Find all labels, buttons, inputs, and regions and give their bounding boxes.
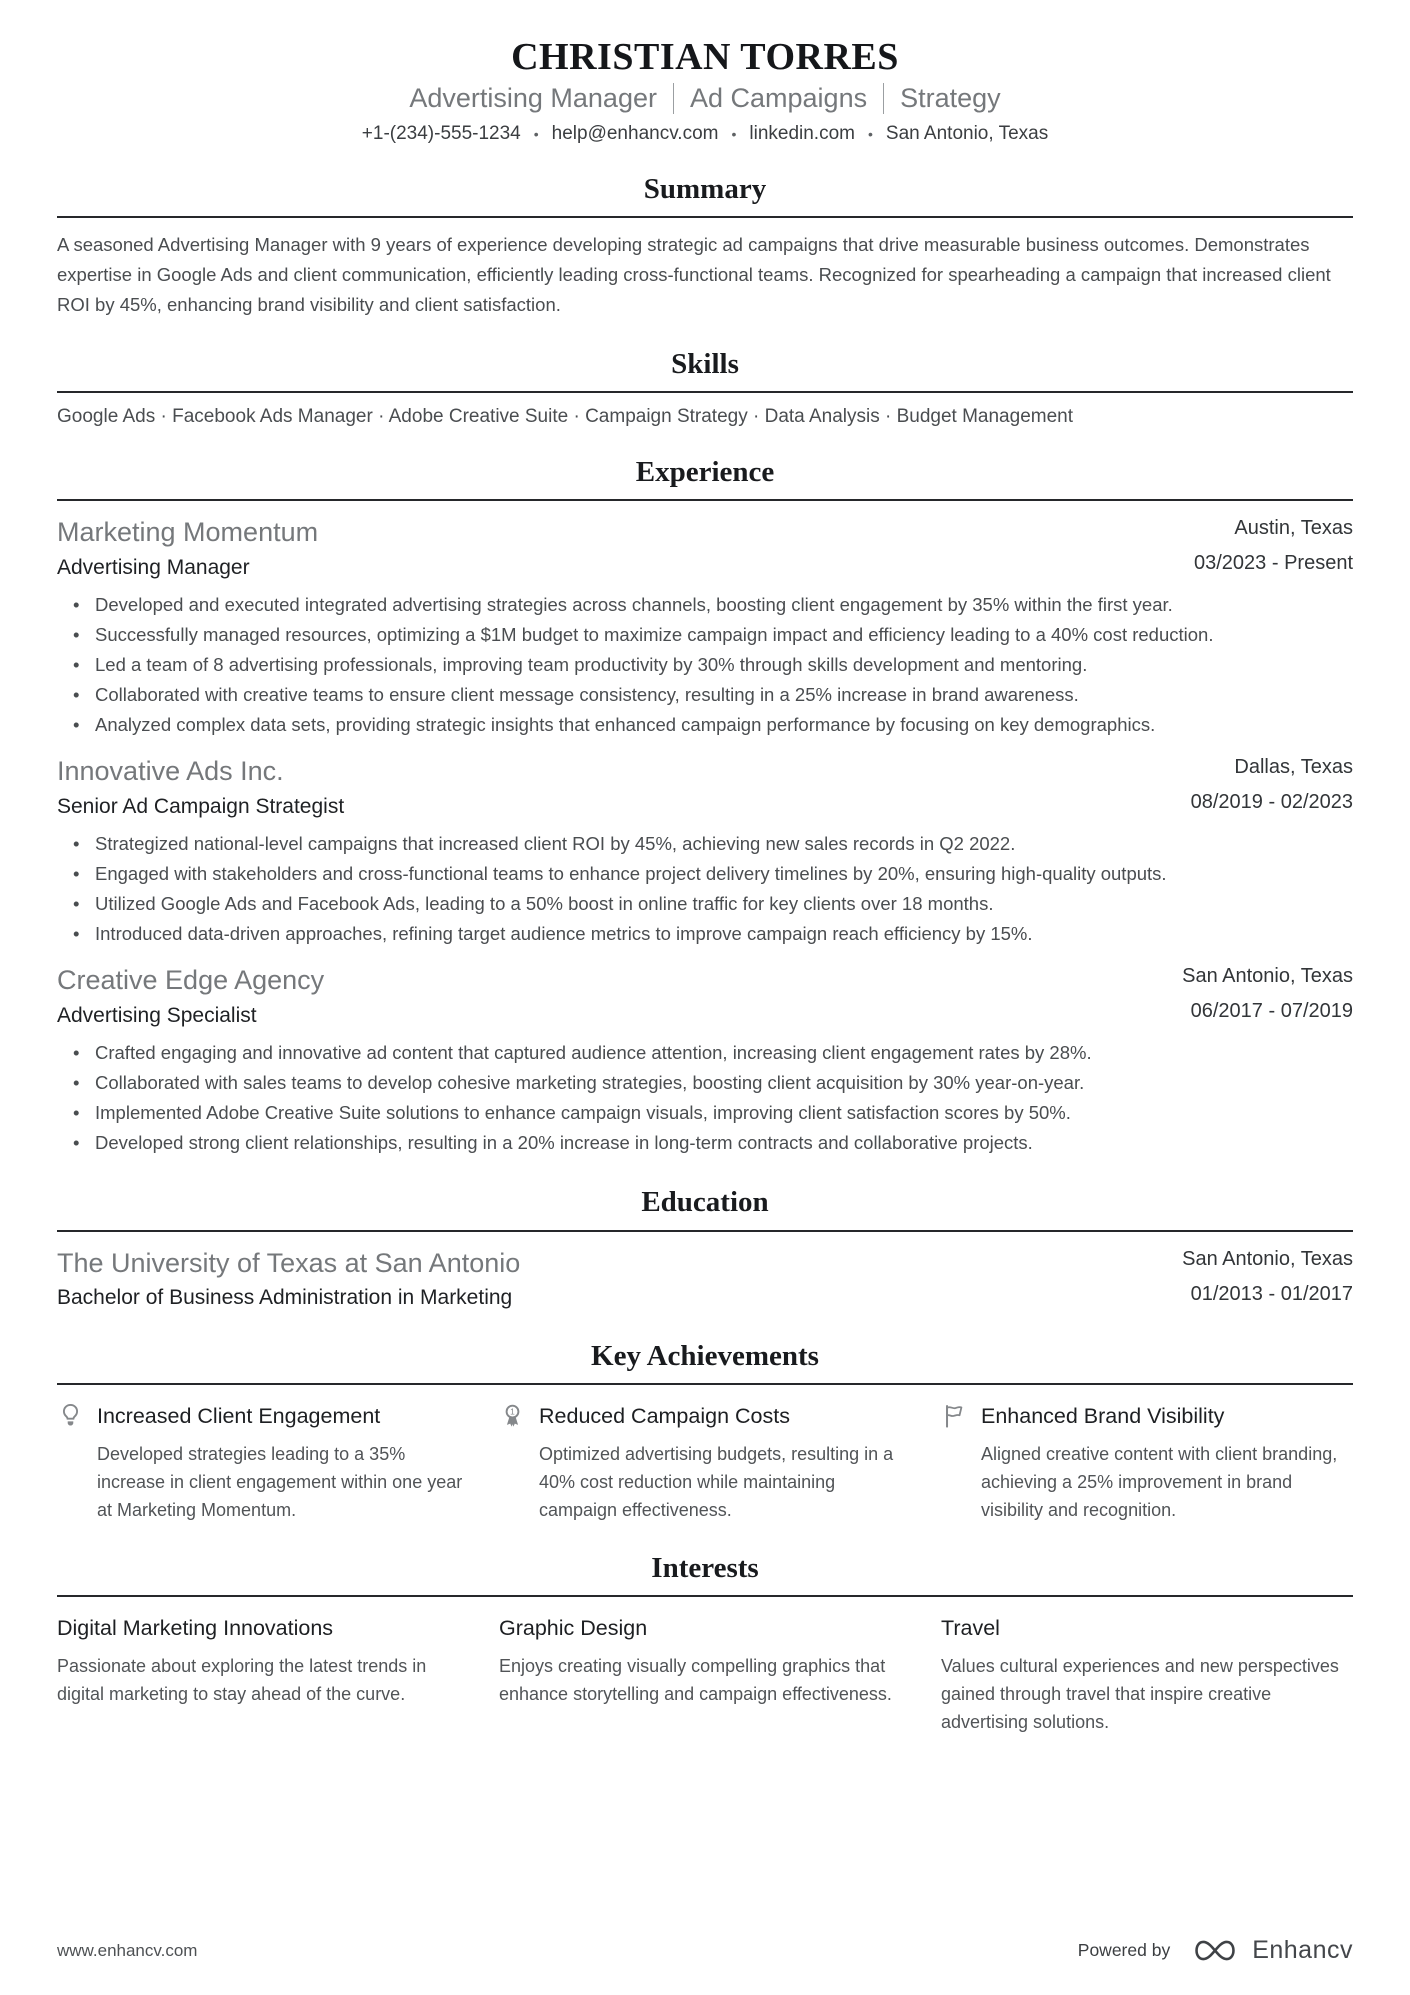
section-title-interests: Interests (651, 1551, 759, 1584)
headline-topic-2: Strategy (900, 82, 1001, 113)
achievement-text: Developed strategies leading to a 35% increase in client engagement within one year at Marketing Momentum. (97, 1443, 463, 1520)
award-ribbon-icon (499, 1402, 526, 1431)
education-entry (57, 1247, 1353, 1312)
linkedin-link[interactable]: linkedin.com (749, 122, 855, 144)
achievement-title: Increased Client Engagement (97, 1403, 381, 1428)
candidate-name: CHRISTIAN TORRES (511, 36, 899, 78)
job-dates: 03/2023 - Present (1194, 552, 1353, 575)
bullet-list (57, 590, 1353, 740)
achievement-card (499, 1402, 911, 1524)
section-divider (57, 1230, 1353, 1232)
job-location: Dallas, Texas (1234, 756, 1353, 779)
bullet-item: • Analyzed complex data sets, providing strategic insights that enhanced campaign performance by focusing on key demographics. (57, 710, 1353, 740)
interest-title: Graphic Design (499, 1616, 648, 1641)
achievement-text: Optimized advertising budgets, resulting in a 40% cost reduction while maintaining campaign effectiveness. (539, 1443, 894, 1520)
bullet-item: • Engaged with stakeholders and cross-functional teams to enhance project delivery timelines by 20%, ensuring high-quality outputs. (57, 859, 1353, 889)
company-name: Innovative Ads Inc. (57, 756, 284, 787)
bullet-item: • Introduced data-driven approaches, refining target audience metrics to improve campaign reach efficiency by 15%. (57, 919, 1353, 949)
location-text: San Antonio, Texas (885, 122, 1049, 144)
bullet-item: • Developed strong client relationships, resulting in a 20% increase in long-term contracts and collaborative projects. (57, 1128, 1353, 1158)
interest-title: Digital Marketing Innovations (57, 1616, 334, 1641)
experience-entry (57, 964, 1353, 1158)
bullet-item: • Successfully managed resources, optimizing a $1M budget to maximize campaign impact and efficiency leading to a 40% cost reduction. (57, 620, 1353, 650)
job-dates: 08/2019 - 02/2023 (1190, 791, 1353, 814)
experience-section (57, 428, 1353, 1158)
enhancv-branding[interactable] (1078, 1936, 1353, 1965)
bullet-list (57, 829, 1353, 949)
lightbulb-icon (57, 1402, 84, 1431)
bullet-item: • Collaborated with sales teams to develop cohesive marketing strategies, boosting client acquisition by 30% year-on-year. (57, 1068, 1353, 1098)
contact-separator: • (867, 125, 873, 142)
interest-text: Values cultural experiences and new perspectives gained through travel that inspire creative advertising solutions. (941, 1656, 1339, 1733)
headline (57, 83, 1353, 114)
section-divider (57, 1383, 1353, 1385)
company-name: Creative Edge Agency (57, 965, 325, 996)
bullet-item: • Collaborated with creative teams to ensure client message consistency, resulting in a 25% increase in brand awareness. (57, 680, 1353, 710)
achievement-title: Reduced Campaign Costs (539, 1403, 790, 1428)
school-location: San Antonio, Texas (1182, 1247, 1353, 1270)
section-divider (57, 391, 1353, 393)
interest-text: Passionate about exploring the latest trends in digital marketing to stay ahead of the curve. (57, 1656, 427, 1705)
headline-role: Advertising Manager (409, 82, 657, 113)
bullet-item: • Developed and executed integrated advertising strategies across channels, boosting client engagement by 35% within the first year. (57, 590, 1353, 620)
resume-header (57, 36, 1353, 145)
section-title-achievements: Key Achievements (591, 1339, 819, 1372)
section-title-experience: Experience (635, 456, 775, 489)
page-footer (57, 1936, 1353, 1965)
skills-line: Google Ads · Facebook Ads Manager · Adobe Creative Suite · Campaign Strategy · Data Analysis · Budget Management (57, 406, 1073, 428)
skills-section (57, 320, 1353, 428)
school-name: The University of Texas at San Antonio (57, 1247, 521, 1278)
achievement-card (57, 1402, 469, 1524)
education-dates: 01/2013 - 01/2017 (1190, 1282, 1353, 1305)
phone-number[interactable]: +1-(234)-555-1234 (361, 122, 521, 144)
summary-section (57, 145, 1353, 320)
interest-card (57, 1614, 469, 1736)
svg-text:1: 1 (510, 1406, 515, 1417)
company-name: Marketing Momentum (57, 517, 319, 548)
job-title: Advertising Specialist (57, 1004, 257, 1028)
bullet-item: • Led a team of 8 advertising professionals, improving team productivity by 30% through skills development and mentoring. (57, 650, 1353, 680)
summary-text: A seasoned Advertising Manager with 9 years of experience developing strategic ad campaigns that drive measurable business outcomes. Demonstrates expertise in Google Ads and client communication, efficiently leading cross-functional teams. Recognized for spearheading a campaign that increased client ROI by 45%, enhancing brand visibility and client satisfaction. (57, 233, 1331, 315)
section-divider (57, 216, 1353, 218)
footer-site-link[interactable]: www.enhancv.com (57, 1940, 198, 1960)
interest-card (941, 1614, 1353, 1736)
education-section (57, 1158, 1353, 1311)
section-title-skills: Skills (671, 347, 739, 380)
job-title: Advertising Manager (57, 556, 250, 580)
job-dates: 06/2017 - 07/2019 (1190, 1000, 1353, 1023)
interest-title: Travel (941, 1616, 1000, 1641)
bullet-item: • Utilized Google Ads and Facebook Ads, leading to a 50% boost in online traffic for key clients over 18 months. (57, 889, 1353, 919)
email-link[interactable]: help@enhancv.com (551, 122, 719, 144)
bullet-item: • Strategized national-level campaigns that increased client ROI by 45%, achieving new sales records in Q2 2022. (57, 829, 1353, 859)
section-divider (57, 1595, 1353, 1597)
powered-by-label: Powered by (1077, 1940, 1171, 1960)
enhancv-wordmark: Enhancv (1252, 1936, 1353, 1964)
experience-entry (57, 755, 1353, 949)
contact-row (57, 123, 1353, 145)
achievement-title: Enhanced Brand Visibility (981, 1403, 1225, 1428)
job-location: Austin, Texas (1234, 517, 1353, 540)
headline-separator (673, 83, 674, 114)
section-title-education: Education (641, 1186, 769, 1219)
headline-separator (883, 83, 884, 114)
interests-section (57, 1524, 1353, 1736)
job-title: Senior Ad Campaign Strategist (57, 795, 345, 819)
bullet-list (57, 1038, 1353, 1158)
section-divider (57, 499, 1353, 501)
degree-name: Bachelor of Business Administration in Marketing (57, 1286, 513, 1310)
interest-text: Enjoys creating visually compelling graphics that enhance storytelling and campaign effectiveness. (499, 1656, 892, 1705)
flag-icon (941, 1402, 968, 1431)
experience-entry (57, 516, 1353, 740)
bullet-item: • Crafted engaging and innovative ad content that captured audience attention, increasing client engagement rates by 28%. (57, 1038, 1353, 1068)
achievement-text: Aligned creative content with client branding, achieving a 25% improvement in brand visibility and recognition. (981, 1443, 1338, 1520)
enhancv-logo-icon (1190, 1937, 1240, 1964)
interest-card (499, 1614, 911, 1736)
bullet-item: • Implemented Adobe Creative Suite solutions to enhance campaign visuals, improving client satisfaction scores by 50%. (57, 1098, 1353, 1128)
contact-separator: • (731, 125, 737, 142)
job-location: San Antonio, Texas (1182, 965, 1353, 988)
headline-topic-1: Ad Campaigns (689, 82, 868, 113)
achievements-section (57, 1312, 1353, 1524)
achievement-card (941, 1402, 1353, 1524)
section-title-summary: Summary (643, 172, 767, 205)
contact-separator: • (533, 125, 539, 142)
